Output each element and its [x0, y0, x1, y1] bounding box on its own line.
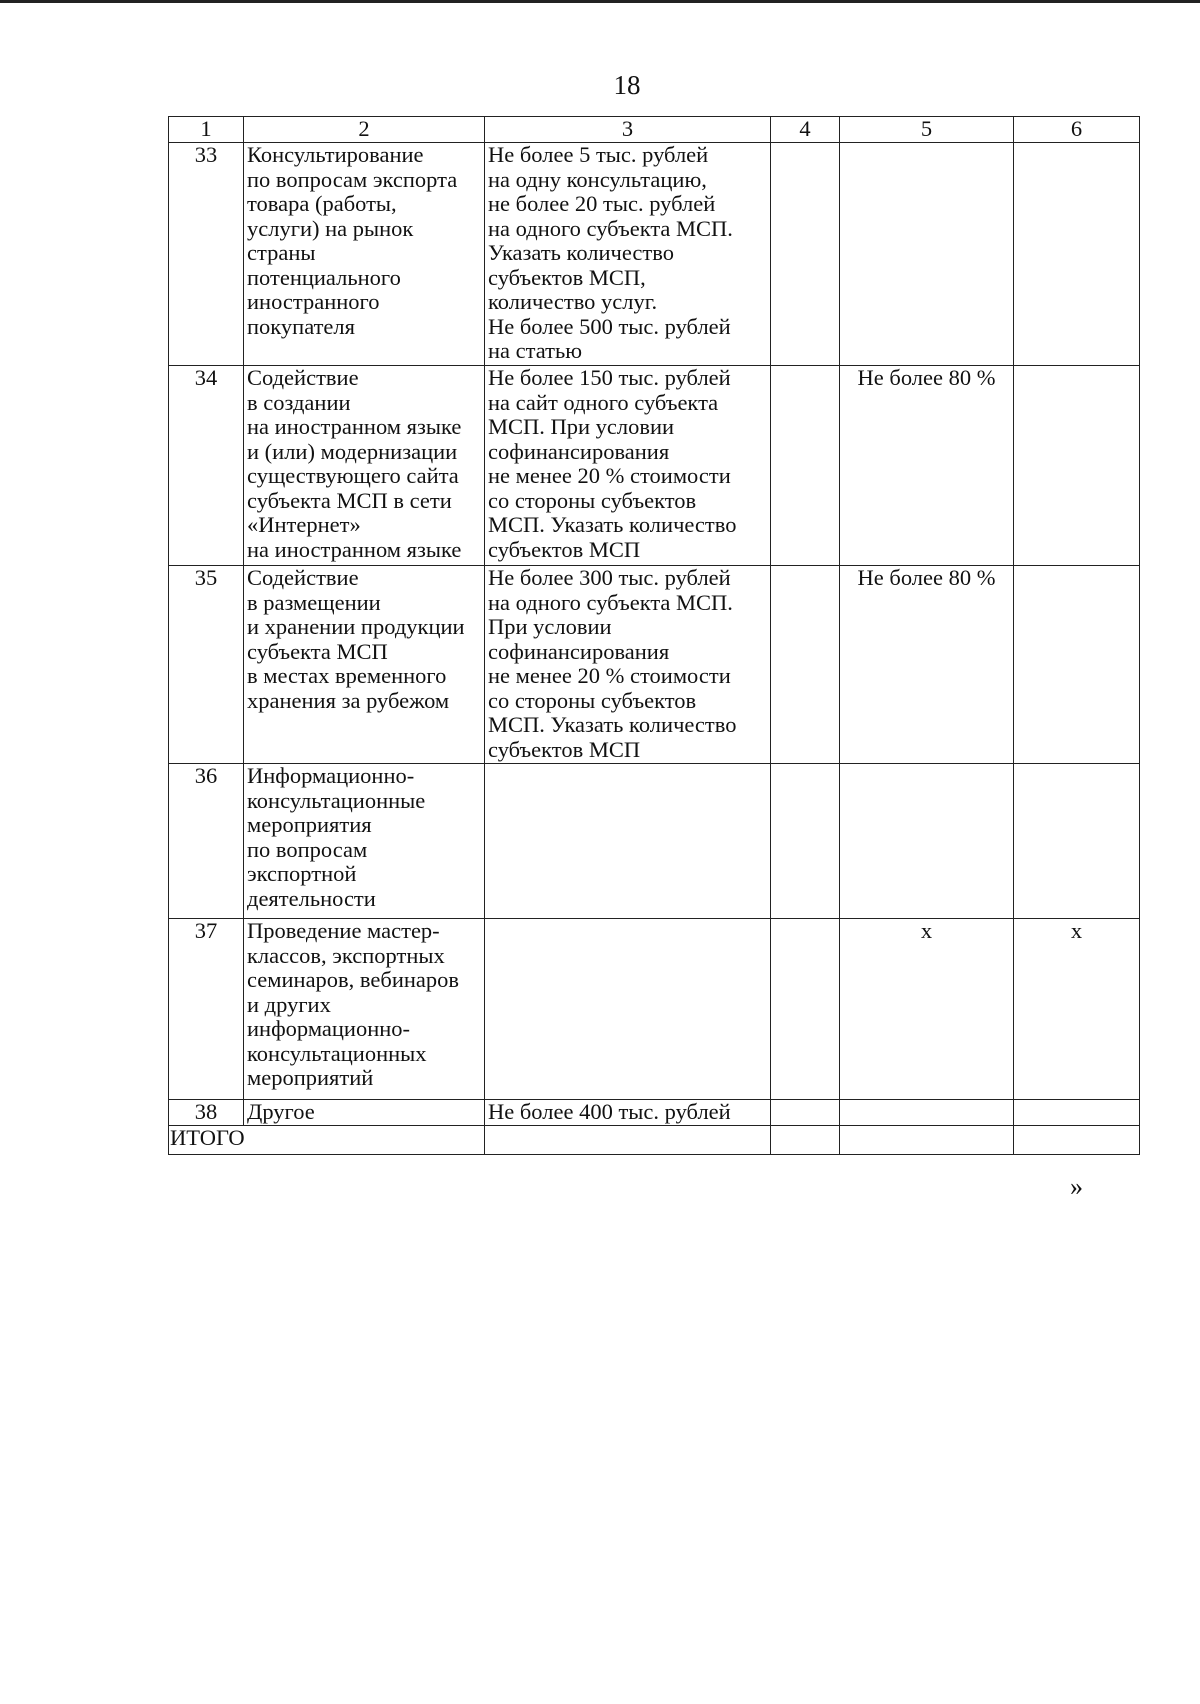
- row-number: 36: [169, 764, 244, 919]
- table-row: [169, 143, 1140, 366]
- row-col6: [1014, 366, 1140, 566]
- row-name: Содействие в размещении и хранении продукции субъекта МСП в местах временного хранения за рубежом: [244, 566, 485, 764]
- row-limit: [485, 919, 771, 1100]
- column-header: 4: [771, 117, 840, 143]
- table-row: [169, 566, 1140, 764]
- total-col5: [840, 1126, 1014, 1155]
- table-row: [169, 366, 1140, 566]
- row-col4: [771, 566, 840, 764]
- column-header: 5: [840, 117, 1014, 143]
- page-top-edge: [0, 0, 1200, 3]
- row-col6: [1014, 143, 1140, 366]
- row-col6: х: [1014, 919, 1140, 1100]
- column-header: 6: [1014, 117, 1140, 143]
- row-col6: [1014, 566, 1140, 764]
- total-col6: [1014, 1126, 1140, 1155]
- row-col5: [840, 143, 1014, 366]
- row-limit: Не более 300 тыс. рублей на одного субъекта МСП. При условии софинансирования не менее 20 % стоимости со стороны субъектов МСП. Указать количество субъектов МСП: [485, 566, 771, 764]
- row-col4: [771, 1100, 840, 1126]
- row-limit: Не более 150 тыс. рублей на сайт одного субъекта МСП. При условии софинансирования не менее 20 % стоимости со стороны субъектов МСП. Указать количество субъектов МСП: [485, 366, 771, 566]
- row-col4: [771, 366, 840, 566]
- row-col5: [840, 764, 1014, 919]
- table-row: [169, 919, 1140, 1100]
- row-col5: [840, 1100, 1014, 1126]
- row-limit: Не более 400 тыс. рублей: [485, 1100, 771, 1126]
- table-row: [169, 764, 1140, 919]
- row-col4: [771, 764, 840, 919]
- row-name: Проведение мастер- классов, экспортных семинаров, вебинаров и других информационно- консультационных мероприятий: [244, 919, 485, 1100]
- closing-quote: »: [1070, 1172, 1083, 1201]
- total-limit: [485, 1126, 771, 1155]
- page-number: 18: [613, 70, 641, 100]
- row-name: Другое: [244, 1100, 485, 1126]
- table-row: [169, 1100, 1140, 1126]
- budget-table: [168, 116, 1140, 1155]
- row-limit: Не более 5 тыс. рублей на одну консультацию, не более 20 тыс. рублей на одного субъекта МСП. Указать количество субъектов МСП, количество услуг. Не более 500 тыс. рублей на статью: [485, 143, 771, 366]
- column-header: 1: [169, 117, 244, 143]
- row-col6: [1014, 1100, 1140, 1126]
- column-header: 2: [244, 117, 485, 143]
- row-number: 33: [169, 143, 244, 366]
- row-number: 38: [169, 1100, 244, 1126]
- row-col4: [771, 143, 840, 366]
- row-name: Информационно- консультационные мероприятия по вопросам экспортной деятельности: [244, 764, 485, 919]
- row-name: Содействие в создании на иностранном языке и (или) модернизации существующего сайта субъекта МСП в сети «Интернет» на иностранном языке: [244, 366, 485, 566]
- row-col5: Не более 80 %: [840, 566, 1014, 764]
- row-col6: [1014, 764, 1140, 919]
- column-header: 3: [485, 117, 771, 143]
- row-limit: [485, 764, 771, 919]
- row-number: 35: [169, 566, 244, 764]
- total-label: ИТОГО: [169, 1126, 485, 1155]
- row-number: 37: [169, 919, 244, 1100]
- row-number: 34: [169, 366, 244, 566]
- total-col4: [771, 1126, 840, 1155]
- table-total-row: [169, 1126, 1140, 1155]
- row-name: Консультирование по вопросам экспорта товара (работы, услуги) на рынок страны потенциального иностранного покупателя: [244, 143, 485, 366]
- row-col5: х: [840, 919, 1014, 1100]
- row-col5: Не более 80 %: [840, 366, 1014, 566]
- table-header-row: [169, 117, 1140, 143]
- row-col4: [771, 919, 840, 1100]
